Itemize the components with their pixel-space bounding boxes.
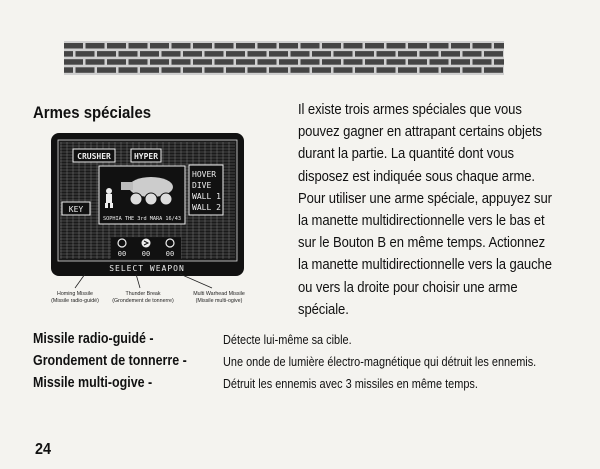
game-screenshot xyxy=(51,133,244,276)
caption-homing: Homing Missile (Missile radio-guidé) xyxy=(51,291,99,304)
hyper-label: HYPER xyxy=(133,152,159,161)
weapon-description: Détecte lui-même sa cible. xyxy=(223,332,352,347)
crusher-label: CRUSHER xyxy=(77,152,111,161)
intro-paragraph: Il existe trois armes spéciales que vous pouvez gagner en attrapant certains objets durant la partie. La quantité dont vous disposez est indiquée sous chaque arme. Pour utiliser une arme spéciale, appuyez sur la manette multidirectionnelle vers le bas et sur le Bouton B en même temps. Actionnez la manette multidirectionnelle vers la gauche ou vers la droite pour choisir une arme spéciale. xyxy=(298,101,552,318)
info-label: SOPHIA THE 3rd MARA 16/43 xyxy=(102,216,182,222)
weapon-name: Missile radio-guidé - xyxy=(33,331,154,347)
key-label: KEY xyxy=(68,205,84,214)
weapon-description: Une onde de lumière électro-magnétique qui détruit les ennemis. xyxy=(223,354,537,369)
ammo-thunder: 00 xyxy=(141,250,151,258)
decorative-brick-band xyxy=(64,41,504,75)
weapon-description: Détruit les ennemis avec 3 missiles en même temps. xyxy=(223,376,478,391)
wall1-label: WALL 1 xyxy=(192,192,221,201)
caption-multi: Multi Warhead Missile (Missile multi-ogive) xyxy=(193,291,245,304)
ammo-multi: 00 xyxy=(165,250,175,258)
section-title: Armes spéciales xyxy=(33,103,152,122)
ammo-homing: 00 xyxy=(117,250,127,258)
weapon-name: Missile multi-ogive - xyxy=(33,375,153,391)
select-weapon-label: SELECT WEAPON xyxy=(109,264,185,273)
weapon-name: Grondement de tonnerre - xyxy=(33,353,187,369)
wall2-label: WALL 2 xyxy=(192,203,221,212)
hover-label: HOVER xyxy=(192,170,217,179)
caption-thunder: Thunder Break (Grondement de tonnerre) xyxy=(112,291,174,304)
dive-label: DIVE xyxy=(192,181,212,190)
weapon-icons xyxy=(111,237,181,259)
page-number: 24 xyxy=(35,441,52,458)
